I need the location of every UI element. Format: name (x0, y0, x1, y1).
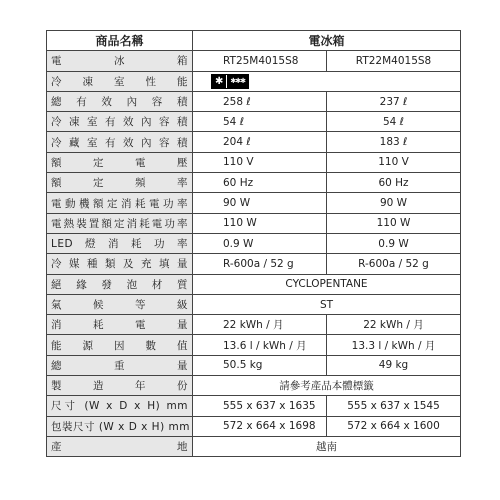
table-row (47, 91, 461, 111)
table-row (47, 152, 461, 172)
star-rating-icon: ✱✱✱ (226, 75, 248, 88)
table-row (47, 396, 461, 416)
spec-table (46, 30, 461, 457)
row-value-model-a: 90 W (193, 193, 327, 213)
row-value-model-b: 555 x 637 x 1545 (327, 396, 461, 416)
row-value-model-a: 50.5 kg (193, 355, 327, 375)
row-value-model-a: 110 W (193, 213, 327, 233)
row-label: 絕緣發泡材質 (47, 274, 193, 294)
energy-rating-cell (193, 71, 461, 91)
row-label: LED燈消耗功率 (47, 233, 193, 253)
row-value-model-b: 237 ℓ (327, 91, 461, 111)
row-value-model-b: 110 V (327, 152, 461, 172)
table-row (47, 254, 461, 274)
row-value-model-b: 90 W (327, 193, 461, 213)
row-value-model-a: 555 x 637 x 1635 (193, 396, 327, 416)
row-value-model-b: R-600a / 52 g (327, 254, 461, 274)
freezer-star-rating-icon (211, 74, 249, 89)
row-label: 電動機額定消耗電功率 (47, 193, 193, 213)
row-label: 包裝尺寸 (W x D x H) mm (47, 416, 193, 436)
row-label: 電冰箱 (47, 51, 193, 71)
row-value-model-b: 183 ℓ (327, 132, 461, 152)
row-value-model-a: 572 x 664 x 1698 (193, 416, 327, 436)
table-row (47, 436, 461, 456)
row-value-model-b: 22 kWh / 月 (327, 315, 461, 335)
table-row (47, 233, 461, 253)
row-value-model-a: 22 kWh / 月 (193, 315, 327, 335)
table-row (47, 51, 461, 71)
row-value-merged: 越南 (193, 436, 461, 456)
table-row (47, 132, 461, 152)
row-value-model-b: 49 kg (327, 355, 461, 375)
table-row (47, 112, 461, 132)
table-row (47, 294, 461, 314)
row-label: 產地 (47, 436, 193, 456)
row-value-model-b: 110 W (327, 213, 461, 233)
row-label: 氣候等級 (47, 294, 193, 314)
row-value-merged: CYCLOPENTANE (193, 274, 461, 294)
row-value-merged: ST (193, 294, 461, 314)
row-value-model-b: 572 x 664 x 1600 (327, 416, 461, 436)
header-value: 電冰箱 (193, 31, 461, 51)
row-value-merged: 請參考產品本體標籤 (193, 376, 461, 396)
row-value-model-b: 0.9 W (327, 233, 461, 253)
row-value-model-b: RT22M4015S8 (327, 51, 461, 71)
table-row (47, 376, 461, 396)
row-label: 製造年份 (47, 376, 193, 396)
row-label: 額定頻率 (47, 173, 193, 193)
header-row (47, 31, 461, 51)
row-value-model-b: 13.3 l / kWh / 月 (327, 335, 461, 355)
table-row (47, 213, 461, 233)
table-row (47, 416, 461, 436)
row-value-model-b: 60 Hz (327, 173, 461, 193)
row-value-model-a: RT25M4015S8 (193, 51, 327, 71)
header-label: 商品名稱 (47, 31, 193, 51)
row-label: 冷凍室有效內容積 (47, 112, 193, 132)
row-value-model-a: R-600a / 52 g (193, 254, 327, 274)
row-value-model-a: 258 ℓ (193, 91, 327, 111)
row-label: 冷凍室性能 (47, 71, 193, 91)
row-label: 電熱裝置額定消耗電功率 (47, 213, 193, 233)
row-value-model-a: 54 ℓ (193, 112, 327, 132)
snowflake-icon: ✱ (212, 75, 226, 88)
row-label: 能源因數值 (47, 335, 193, 355)
row-label: 消耗電量 (47, 315, 193, 335)
row-value-model-a: 60 Hz (193, 173, 327, 193)
row-value-model-a: 13.6 l / kWh / 月 (193, 335, 327, 355)
table-row (47, 274, 461, 294)
row-value-model-a: 204 ℓ (193, 132, 327, 152)
row-label: 冷媒種類及充填量 (47, 254, 193, 274)
row-label: 額定電壓 (47, 152, 193, 172)
table-row (47, 193, 461, 213)
table-row (47, 335, 461, 355)
table-row (47, 355, 461, 375)
row-label: 冷藏室有效內容積 (47, 132, 193, 152)
table-row (47, 71, 461, 91)
row-label: 總有效內容積 (47, 91, 193, 111)
row-label: 總重量 (47, 355, 193, 375)
row-label: 尺寸 (W x D x H) mm (47, 396, 193, 416)
row-value-model-b: 54 ℓ (327, 112, 461, 132)
row-value-model-a: 110 V (193, 152, 327, 172)
table-row (47, 173, 461, 193)
table-row (47, 315, 461, 335)
row-value-model-a: 0.9 W (193, 233, 327, 253)
